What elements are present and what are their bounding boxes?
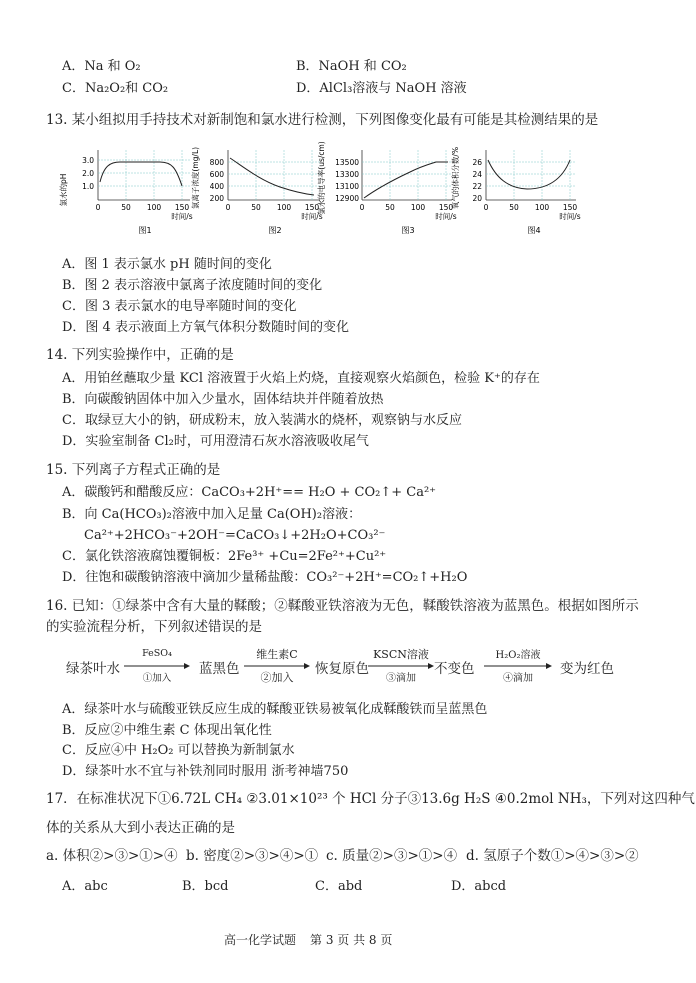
- figure-3-ylabel: 氯水的电导率(us/cm): [317, 141, 326, 215]
- q16-option-d: D．绿茶叶水不宜与补铁剂同时服用 浙考神墙750: [62, 764, 349, 779]
- q17-option-a: A．abc: [62, 879, 108, 894]
- flow-arrow-2-bottom: ②加入: [260, 671, 294, 684]
- flow-step-4: 不变色: [434, 661, 475, 677]
- q17-option-c: C．abd: [315, 879, 363, 894]
- svg-text:13300: 13300: [335, 170, 359, 179]
- q16-stem-line2: 的实验流程分析，下列叙述错误的是: [46, 619, 262, 635]
- q14-option-d: D．实验室制备 Cl₂时，可用澄清石灰水溶液吸收尾气: [62, 434, 369, 449]
- q14-option-c: C．取绿豆大小的钠，研成粉末，放入装满水的烧杯，观察钠与水反应: [62, 413, 462, 428]
- flow-arrow-3-top: KSCN溶液: [373, 648, 429, 661]
- figure-1: [58, 150, 193, 235]
- q17-item-a: a. 体积②>③>①>④: [46, 848, 178, 864]
- figure-2: [190, 147, 323, 235]
- figure-3: [316, 141, 457, 235]
- flow-arrow-3-bottom: ③滴加: [386, 673, 416, 684]
- arrow-right-icon: [124, 662, 190, 670]
- prev-option-a: A．Na 和 O₂: [62, 59, 141, 74]
- figure-3-caption: 图3: [401, 226, 415, 235]
- flow-step-3: 恢复原色: [315, 661, 369, 677]
- svg-text:1.0: 1.0: [82, 182, 94, 191]
- svg-text:2.0: 2.0: [82, 169, 94, 178]
- svg-text:0: 0: [95, 203, 101, 212]
- q16-option-c: C．反应④中 H₂O₂ 可以替换为新制氯水: [62, 743, 295, 758]
- q15-option-c: C．氯化铁溶液腐蚀覆铜板：2Fe³⁺ +Cu=2Fe²⁺+Cu²⁺: [62, 549, 387, 564]
- q13-figures: [60, 138, 580, 238]
- q15-option-b: B．向 Ca(HCO₃)₂溶液中加入足量 Ca(OH)₂溶液：: [62, 507, 362, 522]
- prev-option-c: C．Na₂O₂和 CO₂: [62, 81, 169, 96]
- svg-text:400: 400: [209, 182, 224, 191]
- flow-arrow-1-top: FeSO₄: [142, 648, 172, 659]
- figure-2-caption: 图2: [268, 226, 282, 235]
- q13-stem: 13. 某小组拟用手持技术对新制饱和氯水进行检测，下列图像变化最有可能是其检测结果的是: [46, 112, 599, 128]
- flow-step-1: 绿茶叶水: [66, 661, 120, 677]
- svg-text:20: 20: [472, 194, 482, 203]
- svg-text:100: 100: [410, 203, 426, 212]
- flow-step-2: 蓝黑色: [199, 661, 240, 677]
- flow-step-5: 变为红色: [560, 661, 614, 677]
- figure-1-caption: 图1: [138, 226, 152, 235]
- q17-option-b: B．bcd: [182, 879, 229, 894]
- figure-4-caption: 图4: [527, 226, 541, 235]
- svg-text:0: 0: [483, 203, 489, 212]
- svg-text:150: 150: [562, 203, 578, 212]
- svg-text:50: 50: [509, 203, 519, 212]
- q17-item-c: c. 质量②>③>①>④: [326, 848, 458, 864]
- svg-text:26: 26: [472, 158, 482, 167]
- figure-4-ylabel: 氧气的体积分数/%: [451, 146, 460, 210]
- q13-option-a: A．图 1 表示氯水 pH 随时间的变化: [62, 257, 272, 272]
- figure-4: [450, 147, 581, 235]
- svg-text:0: 0: [359, 203, 365, 212]
- q16-option-b: B．反应②中维生素 C 体现出氧化性: [62, 723, 272, 738]
- q13-option-b: B．图 2 表示溶液中氯离子浓度随时间的变化: [62, 278, 323, 293]
- svg-text:150: 150: [438, 203, 454, 212]
- q15-option-d: D．往饱和碳酸钠溶液中滴加少量稀盐酸：CO₃²⁻+2H⁺=CO₂↑+H₂O: [62, 570, 468, 585]
- q14-stem: 14. 下列实验操作中，正确的是: [46, 347, 234, 363]
- svg-text:时间/s: 时间/s: [559, 212, 581, 221]
- svg-text:50: 50: [121, 203, 131, 212]
- flow-arrow-2-top: 维生素C: [256, 648, 298, 661]
- svg-text:100: 100: [146, 203, 162, 212]
- svg-text:150: 150: [304, 203, 320, 212]
- footer-title: 高一化学试题: [224, 933, 297, 947]
- q16-stem-line1: 16. 已知：①绿茶中含有大量的鞣酸；②鞣酸亚铁溶液为无色，鞣酸铁溶液为蓝黑色。根据如图所示: [46, 598, 639, 614]
- svg-text:600: 600: [209, 170, 224, 179]
- q15-stem: 15. 下列离子方程式正确的是: [46, 462, 221, 478]
- q16-option-a: A．绿茶叶水与硫酸亚铁反应生成的鞣酸亚铁易被氧化成鞣酸铁而呈蓝黑色: [62, 702, 488, 717]
- footer-page-number: 第 3 页 共 8 页: [310, 933, 393, 947]
- svg-text:22: 22: [472, 182, 482, 191]
- svg-text:0: 0: [225, 203, 231, 212]
- q15-option-a: A．碳酸钙和醋酸反应：CaCO₃+2H⁺== H₂O + CO₂↑+ Ca²⁺: [62, 485, 437, 500]
- svg-text:50: 50: [385, 203, 395, 212]
- svg-text:13100: 13100: [335, 182, 359, 191]
- q17-stem-line2: 体的关系从大到小表达正确的是: [46, 820, 235, 836]
- q15-option-b-equation: Ca²⁺+2HCO₃⁻+2OH⁻=CaCO₃↓+2H₂O+CO₃²⁻: [84, 528, 386, 543]
- q13-option-d: D．图 4 表示液面上方氧气体积分数随时间的变化: [62, 320, 349, 335]
- svg-text:时间/s: 时间/s: [171, 212, 193, 221]
- q17-item-b: b. 密度②>③>④>①: [186, 848, 319, 864]
- prev-option-d: D．AlCl₃溶液与 NaOH 溶液: [296, 81, 467, 96]
- svg-text:800: 800: [209, 158, 224, 167]
- figure-1-ylabel: 氯水的pH: [59, 173, 68, 207]
- svg-text:13500: 13500: [335, 158, 359, 167]
- svg-text:200: 200: [209, 194, 224, 203]
- svg-text:时间/s: 时间/s: [301, 212, 323, 221]
- q13-option-c: C．图 3 表示氯水的电导率随时间的变化: [62, 299, 297, 314]
- q17-item-d: d. 氢原子个数①>④>③>②: [466, 848, 639, 864]
- svg-text:时间/s: 时间/s: [435, 212, 457, 221]
- figure-2-ylabel: 氯离子浓度(mg/L): [191, 146, 200, 210]
- prev-option-b: B．NaOH 和 CO₂: [296, 59, 407, 74]
- svg-text:100: 100: [276, 203, 292, 212]
- flow-arrow-4-top: H₂O₂溶液: [495, 650, 541, 661]
- svg-text:50: 50: [251, 203, 261, 212]
- flow-arrow-4-bottom: ④滴加: [503, 673, 533, 684]
- svg-text:150: 150: [174, 203, 190, 212]
- svg-text:3.0: 3.0: [82, 156, 94, 165]
- q17-option-d: D．abcd: [451, 879, 507, 894]
- svg-text:100: 100: [534, 203, 550, 212]
- svg-text:12900: 12900: [335, 194, 359, 203]
- q14-option-a: A．用铂丝蘸取少量 KCl 溶液置于火焰上灼烧，直接观察火焰颜色，检验 K⁺的存在: [62, 371, 540, 386]
- flow-arrow-1-bottom: ①加入: [142, 673, 172, 684]
- q17-stem-line1: 17．在标准状况下①6.72L CH₄ ②3.01×10²³ 个 HCl 分子③13.6g H₂S ④0.2mol NH₃，下列对这四种气: [46, 791, 695, 807]
- q14-option-b: B．向碳酸钠固体中加入少量水，固体结块并伴随着放热: [62, 392, 384, 407]
- svg-text:24: 24: [472, 170, 482, 179]
